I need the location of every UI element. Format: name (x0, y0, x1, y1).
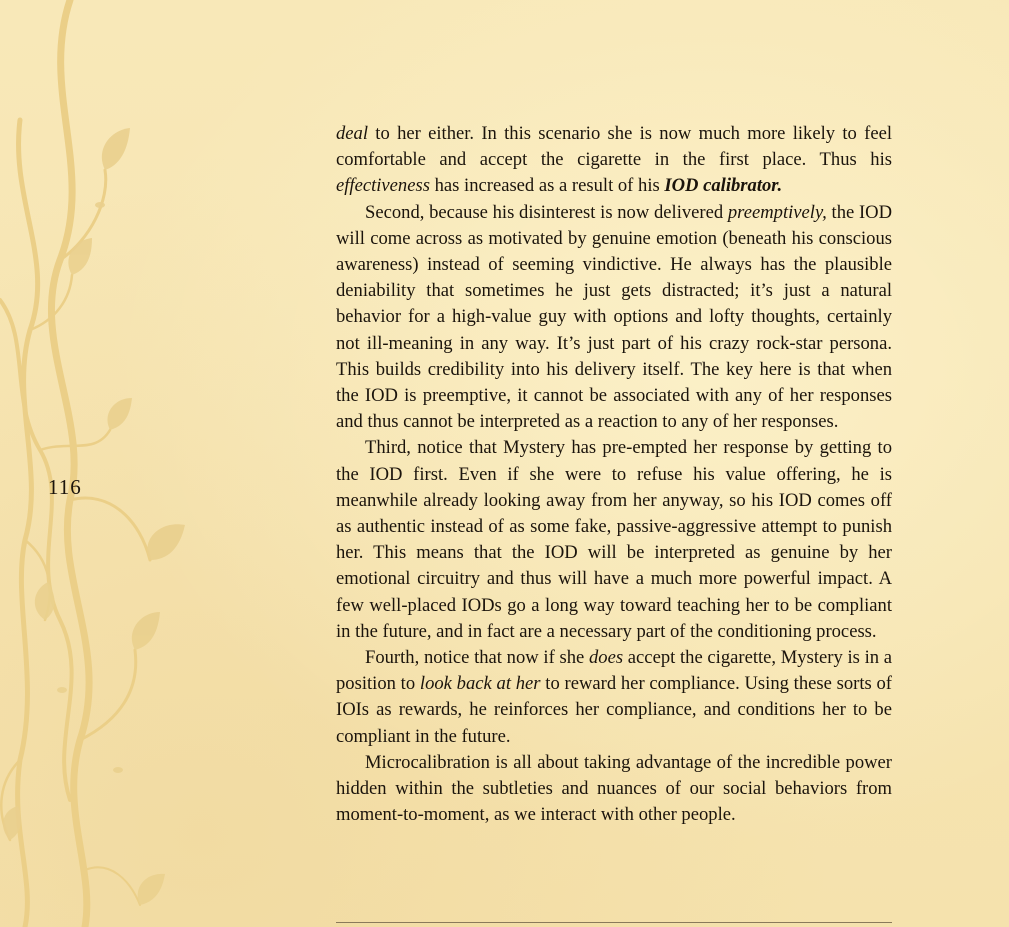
paragraph-2-text-a: Second, because his disinterest is now delivered (365, 201, 728, 223)
paragraph-1-text-a: to her either. In this scenario she is now much more likely to feel comfortable and accept the cigarette in the first place. Thus his (336, 123, 892, 171)
paragraph-4 (336, 645, 892, 750)
paragraph-1-text-b: has increased as a result of his (429, 175, 665, 197)
paragraph-2 (336, 200, 892, 436)
paragraph-3-text: Third, notice that Mystery has pre-empted her response by getting to the IOD first. Even if she were to refuse his value offering, he is meanwhile already looking away from her anyway, so his IOD comes off as authentic instead of as some fake, passive-aggressive attempt to punish her. This means that the IOD will be interpreted as genuine by her emotional circuitry and thus will have a much more powerful impact. A few well-placed IODs go a long way toward teaching her to be compliant in the future, and in fact are a necessary part of the conditioning process. (336, 437, 892, 642)
footer-rule (336, 922, 892, 923)
paragraph-5-text: Microcalibration is all about taking advantage of the incredible power hidden within the subtleties and nuances of our social behaviors from moment-to-moment, as we interact with other people. (336, 751, 892, 826)
paragraph-4-text-a: Fourth, notice that now if she (365, 647, 589, 669)
page-number: 116 (48, 475, 82, 499)
emphasis-iod-calibrator: IOD calibrator. (664, 175, 783, 197)
emphasis-look-back-at-her: look back at her (419, 673, 541, 695)
emphasis-preemptively: preemptively, (727, 201, 827, 223)
paragraph-5 (336, 750, 892, 829)
emphasis-does: does (589, 647, 624, 669)
body-text (336, 121, 892, 828)
paragraph-3 (336, 435, 892, 645)
emphasis-deal: deal (336, 123, 369, 144)
paragraph-4-text-b: accept the cigarette, Mystery is in a position to (336, 647, 893, 695)
decorative-vine-illustration (0, 0, 260, 927)
paragraph-4-text-c: to reward her compliance. Using these sorts of IOIs as rewards, he reinforces her compliance, and conditions her to be compliant in the future. (336, 673, 892, 747)
paragraph-1 (336, 121, 892, 200)
emphasis-effectiveness: effectiveness (336, 175, 430, 197)
paragraph-2-text-b: the IOD will come across as motivated by genuine emotion (beneath his conscious awareness) instead of seeming vindictive. He always has the plausible deniability that sometimes he just gets distracted; it’s just a natural behavior for a high-value guy with options and lofty thoughts, certainly not ill-meaning in any way. It’s just part of his crazy rock-star persona. This builds credibility into his delivery itself. The key here is that when the IOD is preemptive, it cannot be associated with any of her responses and thus cannot be interpreted as a reaction to any of her responses. (336, 201, 892, 433)
